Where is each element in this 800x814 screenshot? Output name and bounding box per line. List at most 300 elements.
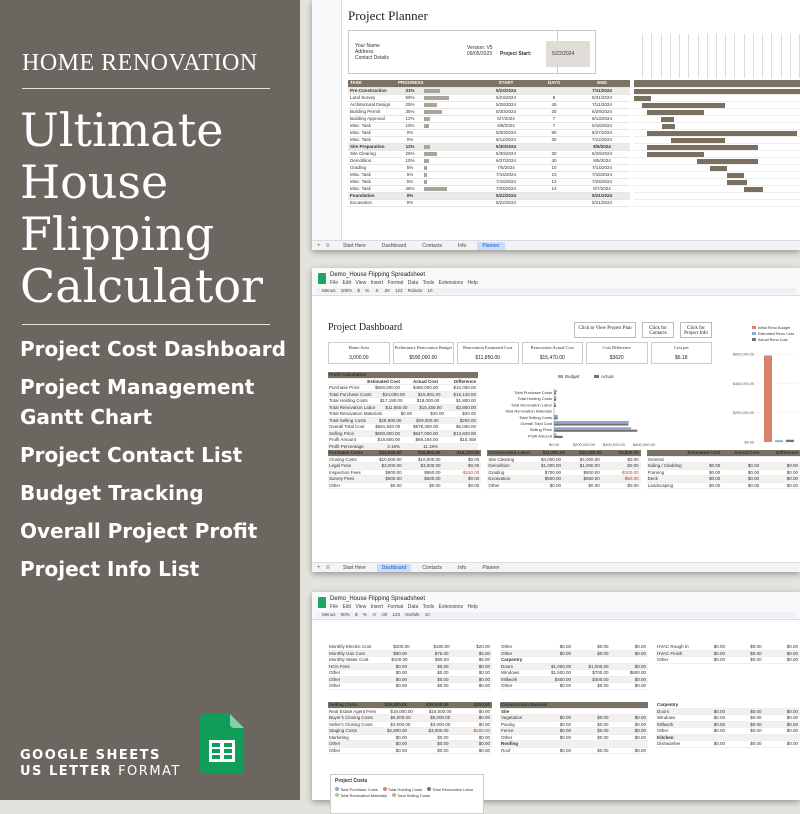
calc-value: $17,190.00 <box>368 398 405 404</box>
task-end: 5/31/2024 <box>574 95 630 101</box>
cell-value: $0.00 <box>573 715 611 721</box>
kpi-value: $590,000.00 <box>394 355 454 361</box>
cell-label: Site <box>500 709 536 715</box>
cell-value <box>727 735 764 741</box>
section-value: $700.00 <box>524 470 563 476</box>
tab-contacts[interactable]: Contacts <box>417 242 447 250</box>
gantt-bar <box>642 103 725 108</box>
kpi-box <box>522 342 584 364</box>
cell-value: $0.00 <box>452 722 492 728</box>
cell-value: $0.00 <box>536 728 574 734</box>
task-name: Misc. Task <box>348 130 398 136</box>
tab-start-here[interactable]: Start Here <box>338 242 371 250</box>
kpi-box <box>457 342 519 364</box>
cell-label: Monthly Gas Cost <box>328 651 368 657</box>
cell-value: $0.00 <box>573 644 611 650</box>
cell-value: $0.00 <box>727 728 764 734</box>
calc-value: 3.16% <box>364 444 402 450</box>
calc-value: $15,450.00 <box>410 405 444 411</box>
calc-value: $490,000.00 <box>402 385 440 391</box>
task-name: Architectural Design <box>348 102 398 108</box>
tick-label: $400,000.00 <box>733 382 754 386</box>
cell-value: $0.00 <box>727 741 764 747</box>
legend-text: Total Renovation Materials <box>340 793 387 798</box>
calc-label: Total Selling Costs <box>328 418 366 424</box>
tab-dashboard[interactable]: Dashboard <box>377 242 411 250</box>
col-header: START <box>478 80 534 87</box>
task-progress: 45% <box>398 186 422 192</box>
headline <box>20 104 290 312</box>
progress-bar <box>422 130 478 136</box>
tab-planner[interactable]: Planner <box>477 242 504 250</box>
section-label: Inspection Fees <box>328 470 365 476</box>
section-value <box>683 457 722 463</box>
toolbar[interactable] <box>316 612 796 618</box>
legend-label: Initial Reno Budget <box>758 326 791 330</box>
bar <box>554 415 558 417</box>
section-value: $0.00 <box>722 476 761 482</box>
start-cell[interactable] <box>546 41 590 67</box>
task-name: Land Survey <box>348 95 398 101</box>
progress-fill <box>424 117 430 121</box>
pie-legend <box>335 787 481 798</box>
doc-title[interactable]: Demo_House Flipping Spreadsheet <box>330 596 425 602</box>
all-sheets-icon[interactable]: ≡ <box>326 565 330 571</box>
task-start: 7/15/2024 <box>478 179 534 185</box>
tick-label: $200,000.00 <box>573 442 596 447</box>
project-info-button[interactable]: Click for Project Info <box>680 322 712 338</box>
cell-value: $80.00 <box>368 651 410 657</box>
calc-value: $0.00 <box>382 411 414 417</box>
cell-value: $0.00 <box>409 677 451 683</box>
cell-value: $180.00 <box>412 644 452 650</box>
add-sheet-icon[interactable]: + <box>317 243 321 249</box>
legend-swatch <box>558 375 563 378</box>
section-value: $0.00 <box>683 463 722 469</box>
col-header: PROGRESS <box>398 80 422 87</box>
task-row[interactable] <box>348 151 630 158</box>
cell-value: $0.00 <box>691 741 728 747</box>
calc-value: $20.00 <box>414 411 446 417</box>
task-days: 8 <box>534 95 574 101</box>
table-row <box>500 748 648 755</box>
cell-value: $0.00 <box>451 683 493 689</box>
task-end: 8/5/2024 <box>574 158 630 164</box>
section-value: -$100.00 <box>602 470 641 476</box>
cell-label: Carpentry <box>500 657 536 663</box>
task-row[interactable] <box>348 102 630 109</box>
table-row <box>328 748 492 755</box>
task-name: Misc. Task <box>348 172 398 178</box>
category-label: Profit Amount <box>528 433 553 438</box>
tick-label: $600,000.00 <box>733 353 754 357</box>
task-name: Misc. Task <box>348 186 398 192</box>
task-row[interactable] <box>348 158 630 165</box>
cell-label: Doors <box>500 664 536 670</box>
cell-value: -$200.00 <box>451 728 493 734</box>
cell-value: $0.00 <box>691 722 728 728</box>
gantt-row <box>634 193 800 200</box>
cell-value: $0.00 <box>764 651 800 657</box>
cell-value: $0.00 <box>536 651 574 657</box>
task-row[interactable] <box>348 193 630 200</box>
view-plan-button[interactable]: Click to View Project Plan <box>574 322 636 338</box>
table-row <box>656 657 800 664</box>
task-progress: 0% <box>398 200 422 206</box>
date-column <box>726 34 735 78</box>
progress-fill <box>424 152 437 156</box>
selling-rows <box>328 709 492 755</box>
pie-title: Project Costs <box>335 778 367 784</box>
calc-label: Total Renovation Labor <box>328 405 375 411</box>
cell-value: $0.00 <box>409 735 451 741</box>
progress-bar <box>422 123 478 129</box>
legend-dot <box>383 787 387 791</box>
cell-label: Millwork <box>500 677 536 683</box>
format-line: GOOGLE SHEETS <box>20 748 181 764</box>
cell-value: $0.00 <box>573 683 611 689</box>
date-column <box>662 34 671 78</box>
cell-value: $0.00 <box>368 748 410 754</box>
cell-value: $400.00 <box>573 677 611 683</box>
section-total: $15,120.00 <box>442 450 481 456</box>
task-start: 5/30/2024 <box>478 144 534 150</box>
task-progress: 5% <box>398 179 422 185</box>
cell-label: Marketing <box>328 735 368 741</box>
col-header: DAYS <box>534 80 574 87</box>
section-value: $0.00 <box>683 476 722 482</box>
sheets-chrome <box>312 268 800 296</box>
calc-value: $647,000.00 <box>402 431 440 437</box>
dashboard-screenshot <box>312 268 800 572</box>
calc-value: $18,000.00 <box>405 398 442 404</box>
progress-bar <box>422 172 478 178</box>
task-row[interactable] <box>348 144 630 151</box>
section-value: -$50.00 <box>602 476 641 482</box>
cell-value <box>536 709 574 715</box>
section-value: $3,000.00 <box>365 463 404 469</box>
cell-value: $0.00 <box>409 683 451 689</box>
bar <box>786 440 794 442</box>
cell-value <box>573 741 611 747</box>
cell-value: $0.00 <box>573 728 611 734</box>
feature-item: Project Management Gantt Chart <box>20 372 290 432</box>
cell-value <box>536 657 574 663</box>
section-value: $0.00 <box>602 483 641 489</box>
cell-label: Staging Costs <box>328 728 368 734</box>
holding-costs-table <box>328 644 492 690</box>
cell-value: $0.00 <box>691 644 728 650</box>
section-value <box>761 457 800 463</box>
kpi-value: $6.18 <box>652 355 712 361</box>
cell-value: $0.00 <box>611 664 649 670</box>
task-days: 45 <box>534 102 574 108</box>
task-progress: 12% <box>398 116 422 122</box>
progress-fill <box>424 124 429 128</box>
category-label: Total Holding Costs <box>518 396 552 401</box>
section-value: $0.00 <box>365 483 404 489</box>
task-row[interactable] <box>348 186 630 193</box>
cell-value: $3,000.00 <box>373 722 413 728</box>
section-value: $3,000.00 <box>404 463 443 469</box>
divider <box>22 88 270 89</box>
cell-value <box>536 741 574 747</box>
tick-label: $0.00 <box>744 441 754 445</box>
info-line: Contact Details <box>355 55 389 61</box>
task-row[interactable] <box>348 137 630 144</box>
cell-label: Other <box>328 670 368 676</box>
sheet-tabs <box>312 240 800 250</box>
calc-value: $20.00 <box>446 411 478 417</box>
calc-value: $29,000.00 <box>403 418 440 424</box>
systems-costs-table <box>656 644 800 664</box>
section-value: $600.00 <box>365 476 404 482</box>
tab-planner[interactable]: Planner <box>477 564 504 572</box>
vbar-svg <box>716 322 800 450</box>
kpi-row <box>328 342 712 364</box>
menu-bar[interactable]: File Edit View Insert Format Data Tools Extensions Help <box>330 604 478 610</box>
calc-label: Total Holding Costs <box>328 398 368 404</box>
section-label: Excavation <box>487 476 524 482</box>
pie-legend-item <box>392 793 430 798</box>
task-row[interactable] <box>348 88 630 95</box>
task-start: 7/25/2024 <box>478 186 534 192</box>
task-end: 8/5/2024 <box>574 144 630 150</box>
task-start: 6/8/2024 <box>478 123 534 129</box>
task-row[interactable] <box>348 200 630 207</box>
cell-value: $0.00 <box>611 651 649 657</box>
gantt-row <box>634 109 800 116</box>
gantt-bar <box>727 180 747 185</box>
version-text: Version: V5 <box>467 45 493 51</box>
contacts-button[interactable]: Click for Contacts <box>642 322 674 338</box>
cell-label: HOA Fees <box>328 664 368 670</box>
gantt-row <box>634 172 800 179</box>
task-days: 7 <box>534 123 574 129</box>
cell-value: $0.00 <box>727 715 764 721</box>
feature-list <box>20 334 290 592</box>
cell-value: $0.00 <box>573 651 611 657</box>
section-label: Framing <box>647 470 684 476</box>
cell-value: $700.00 <box>573 670 611 676</box>
task-start: 5/30/2024 <box>478 109 534 115</box>
section-label: Demolition <box>487 463 524 469</box>
cell-label: Other <box>500 644 536 650</box>
row-header-column <box>312 0 342 240</box>
date-column <box>643 34 652 78</box>
calc-label: Overall Total Cost <box>328 424 364 430</box>
calc-value: $24,000.00 <box>372 392 407 398</box>
selling-title: Selling Costs <box>328 702 368 708</box>
gantt-bar <box>634 89 800 94</box>
cell-value: $0.00 <box>536 683 574 689</box>
tick-label: $0.00 <box>549 442 560 447</box>
legend-text: Total Renovation Labor <box>432 787 473 792</box>
headline-line: Flipping <box>20 208 290 260</box>
section-row <box>487 483 640 490</box>
cell-label: Paving <box>500 722 536 728</box>
task-progress: 50% <box>398 95 422 101</box>
section-value: $800.00 <box>563 470 602 476</box>
cell-value: $0.00 <box>611 728 649 734</box>
cell-value: $0.00 <box>451 741 493 747</box>
add-sheet-icon[interactable]: + <box>317 565 321 571</box>
task-end: 7/12/2024 <box>574 137 630 143</box>
legend-swatch <box>594 375 599 378</box>
tab-info[interactable]: Info <box>453 564 471 572</box>
cell-value: $18,000.00 <box>376 709 415 715</box>
section-value: $0.00 <box>722 470 761 476</box>
section-value: $4,000.00 <box>563 457 602 463</box>
legend-label: Actual <box>601 374 614 379</box>
task-end: 8/7/2024 <box>574 186 630 192</box>
calc-value: $10,458 <box>440 437 478 443</box>
task-days <box>534 144 574 150</box>
gantt-row <box>634 200 800 207</box>
gantt-date-header <box>634 34 800 78</box>
task-row[interactable] <box>348 95 630 102</box>
gantt-bar <box>661 117 674 122</box>
section-value: $0.00 <box>602 457 641 463</box>
google-sheets-icon <box>200 714 244 774</box>
date-column <box>763 34 772 78</box>
calc-value: $578,300.00 <box>402 424 440 430</box>
gantt-bar <box>727 173 744 178</box>
progress-bar <box>422 179 478 185</box>
task-row[interactable] <box>348 172 630 179</box>
progress-bar <box>422 200 478 206</box>
cell-value: $0.00 <box>764 722 800 728</box>
category-label: Total Renovation Labor <box>511 402 553 407</box>
tab-dashboard[interactable]: Dashboard <box>377 564 411 572</box>
hbar-svg <box>488 372 648 450</box>
gantt-bar <box>662 124 675 129</box>
progress-fill <box>424 173 427 177</box>
task-days: 10 <box>534 172 574 178</box>
cell-value: $3,000.00 <box>409 728 451 734</box>
category-label: Overall Total Cost <box>521 421 553 426</box>
feature-item: Project Contact List <box>20 440 290 470</box>
task-table <box>348 80 630 207</box>
task-end: 5/21/2024 <box>574 200 630 206</box>
cell-label: Other <box>328 683 368 689</box>
date-column <box>671 34 680 78</box>
cell-value: $0.00 <box>536 722 574 728</box>
tab-info[interactable]: Info <box>453 242 471 250</box>
section-row <box>328 483 481 490</box>
cell-value: $0.00 <box>727 709 764 715</box>
cell-value: $0.00 <box>409 748 451 754</box>
cell-label: Windows <box>656 715 691 721</box>
table-row <box>328 683 492 690</box>
gantt-row <box>634 151 800 158</box>
category-label: Total Purchase Costs <box>514 390 552 395</box>
cell-value: $0.00 <box>368 664 410 670</box>
cell-value: $0.00 <box>611 722 649 728</box>
calc-value: $581,840.00 <box>364 424 402 430</box>
cell-value: $95.00 <box>410 657 451 663</box>
headline-line: Ultimate <box>20 104 290 156</box>
cell-value: $5.00 <box>451 651 493 657</box>
date-column <box>689 34 698 78</box>
section-total: $15,450.00 <box>567 450 604 456</box>
cell-value: $1,500.00 <box>536 670 574 676</box>
progress-fill <box>424 89 440 93</box>
tab-contacts[interactable]: Contacts <box>417 564 447 572</box>
legend-text: Total Holding Costs <box>388 787 422 792</box>
cell-value: $0.00 <box>611 677 649 683</box>
cell-label: Seller's Closing Costs <box>328 722 373 728</box>
section-value: $0.00 <box>761 463 800 469</box>
task-table-header <box>348 80 630 88</box>
headline-line: Calculator <box>20 260 290 312</box>
cell-value: $0.00 <box>764 709 800 715</box>
calc-value: $15,120.00 <box>443 392 478 398</box>
calc-col <box>328 379 364 385</box>
gantt-bar <box>647 145 758 150</box>
dashboard-title: Project Dashboard <box>328 322 402 333</box>
date-column <box>772 34 781 78</box>
cell-value: $5.00 <box>451 657 492 663</box>
tab-start-here[interactable]: Start Here <box>338 564 371 572</box>
task-days <box>534 193 574 199</box>
task-row[interactable] <box>348 123 630 130</box>
cell-value <box>573 657 611 663</box>
cell-value: $0.00 <box>536 748 574 754</box>
gantt-row <box>634 158 800 165</box>
cell-label: Roofing <box>500 741 536 747</box>
gantt-row <box>634 88 800 95</box>
cell-value: $0.00 <box>573 722 611 728</box>
progress-bar <box>422 102 478 108</box>
section-value: $0.00 <box>722 483 761 489</box>
calc-value: $500,000.00 <box>364 385 402 391</box>
task-row[interactable] <box>348 130 630 137</box>
task-row[interactable] <box>348 179 630 186</box>
cost-section <box>647 450 800 489</box>
task-start: 5/30/2024 <box>478 151 534 157</box>
calc-value: $200.00 <box>441 418 478 424</box>
cell-value: $0.00 <box>451 748 493 754</box>
cell-value: $100.00 <box>368 657 409 663</box>
all-sheets-icon[interactable]: ≡ <box>326 243 330 249</box>
progress-bar <box>422 186 478 192</box>
cell-value: $0.00 <box>611 735 649 741</box>
feature-item: Project Info List <box>20 554 290 584</box>
task-start: 6/27/2024 <box>478 158 534 164</box>
section-total: Difference <box>761 450 800 456</box>
toolbar[interactable] <box>316 288 796 294</box>
section-label: Grading <box>487 470 524 476</box>
bar <box>554 423 628 425</box>
gantt-row <box>634 186 800 193</box>
cell-value <box>691 702 728 708</box>
task-row[interactable] <box>348 165 630 172</box>
cell-value: $0.00 <box>764 728 800 734</box>
pie-legend-item <box>335 793 387 798</box>
task-end: 7/11/2024 <box>574 88 630 94</box>
task-row[interactable] <box>348 109 630 116</box>
cell-value: $0.00 <box>611 748 649 754</box>
sheets-chrome <box>312 592 800 620</box>
pie-legend-item <box>335 787 378 792</box>
format-line <box>20 764 181 780</box>
section-value: $0.00 <box>722 463 761 469</box>
menu-bar[interactable]: File Edit View Insert Format Data Tools Extensions Help <box>330 280 478 286</box>
task-row[interactable] <box>348 116 630 123</box>
headline-line: House <box>20 156 290 208</box>
doc-title[interactable]: Demo_House Flipping Spreadsheet <box>330 272 425 278</box>
